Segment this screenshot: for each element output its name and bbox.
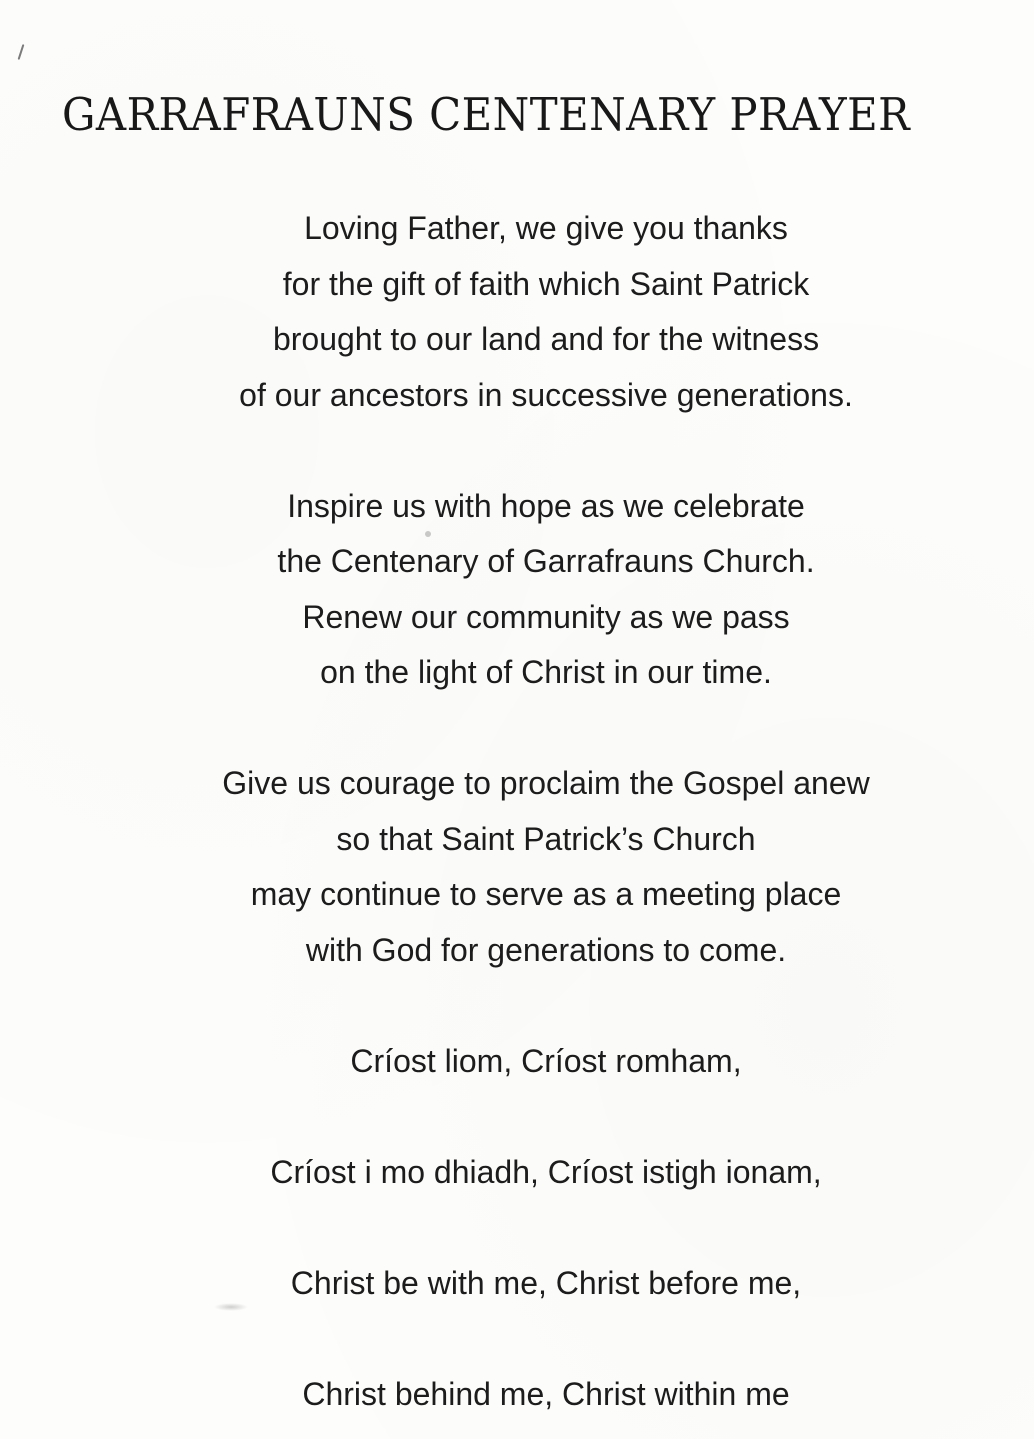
prayer-line-english: Christ be with me, Christ before me,: [290, 1264, 802, 1301]
prayer-line-irish: Críost liom, Críost romham,: [350, 1042, 742, 1079]
prayer-line-english: Christ behind me, Christ within me: [302, 1375, 790, 1412]
prayer-line: brought to our land and for the witness: [272, 321, 820, 357]
prayer-line: Inspire us with hope as we celebrate: [287, 487, 805, 524]
stanza-gap: [0, 1089, 1034, 1145]
prayer-line: Renew our community as we pass: [302, 598, 790, 635]
prayer-line: may continue to serve as a meeting place: [250, 876, 842, 912]
stanza-gap: [0, 978, 1034, 1034]
prayer-line: Loving Father, we give you thanks: [304, 210, 788, 246]
prayer-line: so that Saint Patrick’s Church: [336, 820, 756, 857]
stanza-gap: [0, 1200, 1034, 1256]
stanza-gap: [0, 1311, 1034, 1367]
prayer-body: [0, 201, 1034, 1422]
prayer-line-irish: Críost i mo dhiadh, Críost istigh ionam,: [270, 1153, 822, 1190]
prayer-line: for the gift of faith which Saint Patrick: [282, 265, 810, 302]
prayer-line: Give us courage to proclaim the Gospel anew: [222, 765, 870, 801]
page-title: GARRAFRAUNS CENTENARY PRAYER: [62, 88, 911, 141]
prayer-line: the Centenary of Garrafrauns Church.: [277, 543, 815, 579]
stray-pen-mark: [18, 44, 25, 60]
stanza-gap: [0, 701, 1034, 757]
stanza-gap: [0, 423, 1034, 479]
prayer-line: of our ancestors in successive generations.: [239, 376, 853, 413]
prayer-line: with God for generations to come.: [305, 931, 787, 968]
prayer-line: on the light of Christ in our time.: [320, 654, 772, 690]
